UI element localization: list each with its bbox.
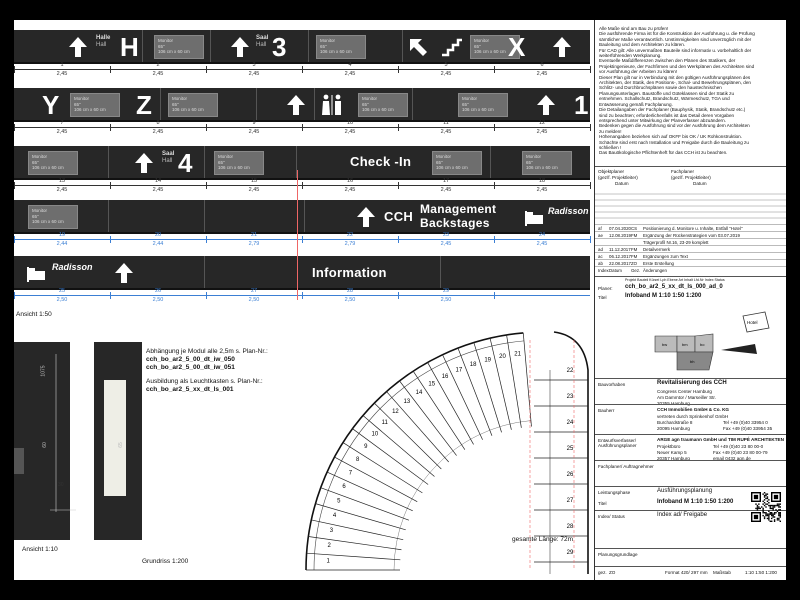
monitor-box: Monitor 65" 106 cm x 60 cm <box>28 151 78 175</box>
stairs-icon <box>440 35 464 59</box>
sign-letter-x: X <box>508 32 526 62</box>
management-label: Management <box>420 202 497 216</box>
module-number: 6 <box>540 62 544 68</box>
module-width: 2,45 <box>344 71 356 77</box>
note-line: weiterführenden Werkplanung. <box>599 53 662 59</box>
module-number: 14 <box>154 178 162 184</box>
fan-module-number: 18 <box>469 361 477 368</box>
arrow-up-icon <box>132 151 156 175</box>
module-number: 2 <box>156 62 160 68</box>
module-width: 2,45 <box>344 187 356 193</box>
monitor-box: Monitor 65" 106 cm x 60 cm <box>154 35 204 59</box>
module-width: 2,45 <box>56 129 68 135</box>
hall-label: Halle Hall <box>96 35 111 48</box>
arrow-up-icon <box>228 35 252 59</box>
module-width: 2,45 <box>248 71 260 77</box>
note-line: Bedenken gegen die Ausführung sind vor der Ausführung dem Architekten <box>599 123 750 129</box>
cch-label: CCH <box>384 209 414 224</box>
module-width: 2,44 <box>152 241 164 247</box>
signage-strip-2 <box>14 88 590 122</box>
module-width: 2,50 <box>248 297 260 303</box>
module-number: 10 <box>346 120 354 126</box>
monitor-box: Monitor 65" 106 cm x 60 cm <box>316 35 366 59</box>
fan-module-number: 15 <box>428 381 436 388</box>
dimension-row-2 <box>14 120 590 138</box>
module-width: 2,45 <box>152 129 164 135</box>
fan-module-number: 27 <box>566 498 574 504</box>
revision-row: Index Datum Gez. Änderungen <box>595 266 786 273</box>
signage-strip-4 <box>14 200 590 234</box>
fan-module-number: 26 <box>566 472 574 478</box>
fan-module-number: 21 <box>514 351 521 358</box>
note-abhaengung-plan-b: cch_bo_ar2_5_00_dt_iw_051 <box>146 364 235 371</box>
module-number: 24 <box>538 232 546 238</box>
module-number: 4 <box>348 62 352 68</box>
note-abhaengung-plan-a: cch_bo_ar2_5_00_dt_iw_050 <box>146 356 235 363</box>
note-line: entsprechend unter Mitwirkung der Planverfasser abzuändern. <box>599 117 726 123</box>
module-width: 2,45 <box>56 187 68 193</box>
module-width: 2,45 <box>56 71 68 77</box>
revision-row: ab 22.08.2017 ZO Erste Erstellung <box>595 259 786 266</box>
hall-label: Saal Hall <box>162 151 175 164</box>
svg-text:bw: bw <box>662 342 668 347</box>
note-line: Entwässerung gemäß Fachplanung. <box>599 101 673 107</box>
dimension-row-4 <box>14 232 590 250</box>
note-line: Bauleitung und dem Architekten zu klären. <box>599 42 686 48</box>
note-line: entnehmen. Schallschutz, Brandschutz, Wärmeschutz, TGA und <box>599 96 730 102</box>
module-number: 25 <box>58 288 66 294</box>
radisson-logo: Radisson <box>548 206 589 216</box>
fan-module-number: 5 <box>337 498 341 505</box>
plan-number: cch_bo_ar2_5_xx_dt_ls_000_ad_0 <box>625 284 723 290</box>
module-width: 2,45 <box>344 129 356 135</box>
module-width: 2,45 <box>536 187 548 193</box>
fan-module-number: 9 <box>364 443 368 450</box>
module-width: 2,45 <box>440 129 452 135</box>
sign-letter-z: Z <box>136 90 152 120</box>
ansicht-1-50-label: Ansicht 1:50 <box>16 311 52 318</box>
fan-module-number: 20 <box>499 354 506 361</box>
module-width: 2,45 <box>152 187 164 193</box>
module-number: 23 <box>442 232 450 238</box>
revision-row: ad 11.12.2017 FM Detailvermerk <box>595 245 786 252</box>
module-number: 5 <box>444 62 448 68</box>
module-width: 2,45 <box>152 71 164 77</box>
svg-text:bo: bo <box>700 342 705 347</box>
module-number: 12 <box>538 120 546 126</box>
monitor-box: Monitor 65" 106 cm x 60 cm <box>522 151 572 175</box>
fan-module-number: 22 <box>566 368 574 374</box>
svg-text:bm: bm <box>682 342 688 347</box>
note-line: Die Detailangaben der Fachplaner (Bauphysik, Statik, Brandschutz etc.) <box>599 107 746 113</box>
revision-row: ae 12.08.2019 FM Ergänzung der Rückenstrategien vom 03.07.2019 <box>595 231 786 238</box>
fan-module-number: 10 <box>371 431 379 438</box>
module-number: 8 <box>156 120 160 126</box>
note-line: Höhenangaben beziehen sich auf OKFF bis OK / UK Rohkonstruktion. <box>599 134 742 140</box>
dimension-row-5 <box>14 288 590 306</box>
total-length-label: gesamte Länge: 72m <box>512 536 574 543</box>
fan-module-number: 16 <box>441 373 449 380</box>
module-width: 2,50 <box>152 297 164 303</box>
bed-icon <box>522 205 546 229</box>
module-number: 21 <box>250 232 258 238</box>
fan-module-number: 29 <box>566 550 574 556</box>
module-number: 29 <box>442 288 450 294</box>
fan-module-number: 2 <box>327 543 331 550</box>
module-width: 2,50 <box>440 297 452 303</box>
backstages-label: Backstages <box>420 216 490 230</box>
module-width: 2,45 <box>248 129 260 135</box>
dimension-row-3 <box>14 178 590 196</box>
qr-code-icon <box>751 492 781 522</box>
module-width: 2,44 <box>56 241 68 247</box>
note-line: Schlitz- und Durchbruchsplänen sowie den haustechnischen <box>599 85 722 91</box>
module-number: 7 <box>60 120 64 126</box>
monitor-box: Monitor 65" 106 cm x 60 cm <box>28 205 78 229</box>
grundriss-label: Grundriss 1:200 <box>142 558 189 565</box>
module-width: 2,79 <box>248 241 260 247</box>
note-line: Architekten, der Statik, den Positions-, Schal- und Bewehrungsplänen, den <box>599 80 751 86</box>
arrow-up-icon <box>112 261 136 285</box>
module-number: 20 <box>154 232 162 238</box>
module-number: 18 <box>538 178 546 184</box>
module-width: 2,50 <box>344 297 356 303</box>
module-width: 2,45 <box>248 187 260 193</box>
arrow-up-icon <box>550 35 574 59</box>
monitor-box: Monitor 65" 106 cm x 60 cm <box>168 93 218 117</box>
module-width: 2,50 <box>56 297 68 303</box>
fan-module-number: 11 <box>381 420 388 427</box>
fan-module-number: 7 <box>348 470 353 477</box>
drawing-sheet: Halle Hall H Monitor 65" 106 cm x 60 cm Saal Hall 3 Monitor 65" 106 cm x 60 cm Monitor 65" 106 cm x 60 cm X 1 2,45 2 2,45 3 2,45 4 2,45 5 2,45 6 2,45 Y Monitor 65" 106 cm x 60 cm Z Monitor 65" 106 cm x 60 cm Monitor 65" 106 cm x 60 cm Monitor 65" 106 cm x 60 cm 1 7 2,45 8 2,45 9 2,45 10 2,45 11 2,45 12 2,45 Monitor 65" 106 cm x 60 cm Saal Hall 4 Monitor 65" 106 cm x 60 cm Check -In Monitor 65" 106 cm x 60 cm Monitor 65" 106 cm x 60 cm 13 2,45 14 2,45 15 2,45 16 2,45 17 2,45 18 2,45 Monitor 65" 106 cm x 60 cm CCH Management Backstages Radisson 19 2,44 20 2,44 21 2,79 22 2,79 23 2,45 24 2,45 Radisson Information 25 2,50 26 2,50 27 2,50 28 2,50 29 2,50 Ansicht 1:50 1075 60 30 65 Ansicht 1:10 Abhängung je Modul alle 2,5m s. Plan-Nr.: cch_bo_ar2_5_00_dt_iw_050 cch_bo_ar2_5_00_dt_iw_051 Ausbildung als Leuchtkasten s. Plan-Nr.: cch_bo_ar2_5_xx_dt_ls_001 1 2 3 4 5 6 7 8 9 10 11 12 13 14 15 16 17 18 19 20 21 22 23 24 25 26 27 28 29 Grundriss 1:200 gesamte Länge: 72m Alle Maße sind am Bau zu prüfen! Die ausführende Firma ist für die Konstruktion der Ausführung u. die Prüfung sämtlicher Maße verantwortlich. Unstimmigkeiten sind unverzüglich mit der Bauleitung und dem Architekten zu klären. Für CAD gilt: Alle unvermaßten Bauteile sind informativ u. vorbehaltlich der weiterführenden Werkplanung. Eventuelle Maßdifferenzen zwischen den Plänen des Statikers, der Projektingenieure, der Fachfirmen und den Werkplänen des Architekten sind vor Ausführung der Arbeiten zu klären! Dieser Plan gilt nur in Verbindung mit den gültigen Ausführungsplänen des Architekten, der Statik, den Positions-, Schal- und Bewehrungsplänen, den Schlitz- und Durchbruchsplänen sowie den haustechnischen Planungsunterlagen. Baustoffe und Güteklassen sind der Statik zu entnehmen. Schallschutz, Brandschutz, Wärmeschutz, TGA und Entwässerung gemäß Fachplanung. Die Detailangaben der Fachplaner (Bauphysik, Statik, Brandschutz etc.) sind zu beachten; erforderlichenfalls ist das Detail deren Vorgaben entsprechend unter Mitwirkung der Planverfasser abzuändern. Bedenken gegen die Ausführung sind vor der Ausführung dem Architekten zu melden! Höhenangaben beziehen sich auf OKFF bis OK / UK Rohkonstruktion. Schächte sind erst nach Installation und Freigabe durch die Bauleitung zu schließen ! Das Bauökologische Pflichtenheft für das CCH ist zu beachten. Objektplaner (gez/f. Projektleiter) Fachplaner (gez/f. Projektleiter) Datum Datum af 07.04.2020 CS Positionierung d. Monitore u. Inhalte, Entfall "Hotel" ae 12.08.2019 FM Ergänzung der Rückenstrategien vom 03.07.2019 Trägerprofil Nr.16, 23-29 komplett ad 11.12.2017 FM Detailvermerk ac 06.12.2017 FM Ergänzungen zum Text ab 22.08.2017 ZO Erste Erstellung Index Datum Gez. Änderungen Projekt Bauteil Kürzel Lph Ebene Art Inhalt Lfd.Nr Index Status Planer: cch_bo_ar2_5_xx_dt_ls_000_ad_0 Titel Infoband M 1:10 1:50 1:200 Hotel bw bm bo bh Bauvorhaben Revitalisierung des CCH Congress Center Hamburg Am Dammtor / Marseiller Str. 20355 Hamburg Bauherr CCH Immobilien GmbH & Co. KG vertreten durch Sprinkenhof GmbH Burchardstraße 8 20095 Hamburg Tel +49 (0)40 33954 0 Fax +49 (0)40 33954 35 Entwurfsverfasser/ Ausführungsplaner ARGE agn traumann GmbH und TIM RUPÉ ARCHITEKTEN Projektbüro Neuer Kamp 5 20357 Hamburg Tel +49 (0)40 23 80 00-0 Fax +49 (0)40 23 80 00-79 email 0432 agn.de Fachplaner/ Auftragnehmer Leistungsphase Ausführungsplanung Titel Infoband M 1:10 1:50 1:200 Index/ Status Index ad/ Freigabe Planungsgrundlage gez. ZO Format 420/ 297 mm Maßstab 1:10 1:50 1:200 <box>14 20 786 580</box>
note-line: zu melden! <box>599 128 622 134</box>
fan-module-number: 3 <box>329 528 334 535</box>
signage-strip-1 <box>14 30 590 64</box>
sign-digit-3: 3 <box>272 32 287 62</box>
module-number: 22 <box>346 232 354 238</box>
note-line: sind zu beachten; erforderlichenfalls ist das Detail deren Vorgaben <box>599 112 735 118</box>
revision-row: af 07.04.2020 CS Positionierung d. Monitore u. Inhalte, Entfall "Hotel" <box>595 224 786 231</box>
module-width: 2,45 <box>536 71 548 77</box>
fan-module-number: 8 <box>355 456 360 463</box>
checkin-label: Check -In <box>350 154 412 169</box>
bed-icon <box>24 261 48 285</box>
fan-module-number: 24 <box>566 420 574 426</box>
monitor-box: Monitor 65" 106 cm x 60 cm <box>432 151 482 175</box>
signage-strip-5 <box>14 256 590 290</box>
note-line: Für CAD gilt: Alle unvermaßten Bauteile sind informativ u. vorbehaltlich der <box>599 47 752 53</box>
fan-module-number: 6 <box>342 484 346 491</box>
note-line: Dieser Plan gilt nur in Verbindung mit den gültigen Ausführungsplänen des <box>599 74 751 80</box>
module-number: 28 <box>346 288 354 294</box>
module-width: 2,45 <box>440 71 452 77</box>
module-number: 1 <box>60 62 64 68</box>
note-leuchtkasten-plan: cch_bo_ar2_5_xx_dt_ls_001 <box>146 386 234 393</box>
module-width: 2,45 <box>536 129 548 135</box>
module-number: 15 <box>250 178 258 184</box>
module-number: 26 <box>154 288 162 294</box>
module-width: 2,45 <box>440 187 452 193</box>
note-line: schließen ! <box>599 144 622 150</box>
fan-module-number: 17 <box>455 367 463 374</box>
monitor-box: Monitor 65" 106 cm x 60 cm <box>70 93 120 117</box>
fan-module-number: 28 <box>566 524 574 530</box>
note-line: Schächte sind erst nach Installation und Freigabe durch die Bauleitung zu <box>599 139 749 145</box>
fan-module-number: 14 <box>415 389 423 396</box>
module-width: 2,45 <box>536 241 548 247</box>
monitor-box: Monitor 65" 106 cm x 60 cm <box>470 35 520 59</box>
dimension-row-1 <box>14 62 590 80</box>
sign-letter-h: H <box>120 32 139 62</box>
note-line: Die ausführende Firma ist für die Konstruktion der Ausführung u. die Prüfung <box>599 31 755 37</box>
monitor-box: Monitor 65" 106 cm x 60 cm <box>214 151 264 175</box>
module-width: 2,45 <box>440 241 452 247</box>
note-line: Eventuelle Maßdifferenzen zwischen den Plänen des Statikers, der <box>599 58 736 64</box>
sign-digit-1: 1 <box>574 90 589 120</box>
note-abhaengung-head: Abhängung je Modul alle 2,5m s. Plan-Nr.: <box>146 348 268 355</box>
note-line: Alle Maße sind am Bau zu prüfen! <box>599 26 669 31</box>
fan-module-number: 12 <box>392 409 399 416</box>
note-line: Planungsunterlagen. Baustoffe und Güteklassen sind der Statik zu <box>599 90 735 96</box>
svg-text:Hotel: Hotel <box>747 320 758 325</box>
module-number: 19 <box>58 232 66 238</box>
restroom-icon <box>320 93 344 117</box>
module-number: 9 <box>252 120 256 126</box>
fan-module-number: 23 <box>566 394 574 400</box>
general-notes <box>599 26 783 156</box>
project-title: Revitalisierung des CCH <box>657 380 727 386</box>
arrow-up-icon <box>534 93 558 117</box>
fan-module-number: 1 <box>326 558 330 565</box>
fan-module-number: 19 <box>484 357 492 364</box>
module-number: 27 <box>250 288 258 294</box>
arrow-up-left-icon <box>406 35 430 59</box>
arrow-up-icon <box>284 93 308 117</box>
sign-letter-y: Y <box>42 90 60 120</box>
arrow-up-icon <box>354 205 378 229</box>
sign-digit-4: 4 <box>178 148 193 178</box>
title-block: Alle Maße sind am Bau zu prüfen! Die ausführende Firma ist für die Konstruktion der Ausführung u. die Prüfung sämtlicher Maße verantwortlich. Unstimmigkeiten sind unverzüglich mit der Bauleitung und dem Architekten zu klären. Für CAD gilt: Alle unvermaßten Bauteile sind informativ u. vorbehaltlich der weiterführenden Werkplanung. Eventuelle Maßdifferenzen zwischen den Plänen des Statikers, der Projektingenieure, der Fachfirmen und den Werkplänen des Architekten sind vor Ausführung der Arbeiten zu klären! Dieser Plan gilt nur in Verbindung mit den gültigen Ausführungsplänen des Architekten, der Statik, den Positions-, Schal- und Bewehrungsplänen, den Schlitz- und Durchbruchsplänen sowie den haustechnischen Planungsunterlagen. Baustoffe und Güteklassen sind der Statik zu entnehmen. Schallschutz, Brandschutz, Wärmeschutz, TGA und Entwässerung gemäß Fachplanung. Die Detailangaben der Fachplaner (Bauphysik, Statik, Brandschutz etc.) sind zu beachten; erforderlichenfalls ist das Detail deren Vorgaben entsprechend unter Mitwirkung der Planverfasser abzuändern. Bedenken gegen die Ausführung sind vor der Ausführung dem Architekten zu melden! Höhenangaben beziehen sich auf OKFF bis OK / UK Rohkonstruktion. Schächte sind erst nach Installation und Freigabe durch die Bauleitung zu schließen ! Das Bauökologische Pflichtenheft für das CCH ist zu beachten. Objektplaner (gez/f. Projektleiter) Fachplaner (gez/f. Projektleiter) Datum Datum af 07.04.2020 CS Positionierung d. Monitore u. Inhalte, Entfall "Hotel" ae 12.08.2019 FM Ergänzung der Rückenstrategien vom 03.07.2019 Trägerprofil Nr.16, 23-29 komplett ad 11.12.2017 FM Detailvermerk ac 06.12.2017 FM Ergänzungen zum Text ab 22.08.2017 ZO Erste Erstellung Index Datum Gez. Änderungen Projekt Bauteil Kürzel Lph Ebene Art Inhalt Lfd.Nr Index Status Planer: cch_bo_ar2_5_xx_dt_ls_000_ad_0 Titel Infoband M 1:10 1:50 1:200 Hotel bw bm bo bh Bauvorhaben Revitalisierung des CCH Congress Center Hamburg Am Dammtor / Marseiller Str. 20355 Hamburg Bauherr CCH Immobilien GmbH & Co. KG vertreten durch Sprinkenhof GmbH Burchardstraße 8 20095 Hamburg Tel +49 (0)40 33954 0 Fax +49 (0)40 33954 35 Entwurfsverfasser/ Ausführungsplaner ARGE agn traumann GmbH und TIM RUPÉ ARCHITEKTEN Projektbüro Neuer Kamp 5 20357 Hamburg Tel +49 (0)40 23 80 00-0 Fax +49 (0)40 23 80 00-79 email 0432 agn.de Fachplaner/ Auftragnehmer Leistungsphase Ausführungsplanung Titel Infoband M 1:10 1:50 1:200 Index/ Status Index ad/ Freigabe Planungsgrundlage gez. ZO Format 420/ 297 mm Maßstab 1:10 1:50 1:200 <box>594 20 786 580</box>
module-width: 2,79 <box>344 241 356 247</box>
monitor-box: Monitor 65" 106 cm x 60 cm <box>458 93 508 117</box>
arrow-up-icon <box>66 35 90 59</box>
note-line: vor Ausführung der Arbeiten zu klären! <box>599 69 678 75</box>
ansicht-1-10-label: Ansicht 1:10 <box>22 546 58 553</box>
note-line: Das Bauökologische Pflichtenheft für das CCH ist zu beachten. <box>599 150 728 156</box>
module-number: 3 <box>252 62 256 68</box>
signage-strip-3 <box>14 146 590 180</box>
fan-module-number: 25 <box>566 446 574 452</box>
module-number: 17 <box>442 178 450 184</box>
information-label: Information <box>312 265 387 280</box>
key-plan <box>635 306 785 376</box>
radisson-logo: Radisson <box>52 262 93 272</box>
note-line: Projektingenieure, der Fachfirmen und den Werkplänen des Architekten sind <box>599 63 755 69</box>
monitor-box: Monitor 65" 106 cm x 60 cm <box>358 93 408 117</box>
svg-text:bh: bh <box>690 359 695 364</box>
module-number: 13 <box>58 178 66 184</box>
revision-row: ac 06.12.2017 FM Ergänzungen zum Text <box>595 252 786 259</box>
note-line: sämtlicher Maße verantwortlich. Unstimmigkeiten sind unverzüglich mit der <box>599 36 752 42</box>
note-leuchtkasten-head: Ausbildung als Leuchtkasten s. Plan-Nr.: <box>146 378 263 385</box>
module-number: 16 <box>346 178 354 184</box>
module-number: 11 <box>443 120 449 126</box>
fan-module-number: 4 <box>332 513 337 520</box>
revision-row: Trägerprofil Nr.16, 23-29 komplett <box>595 238 786 245</box>
hall-label: Saal Hall <box>256 35 269 48</box>
fan-module-number: 13 <box>403 399 411 406</box>
